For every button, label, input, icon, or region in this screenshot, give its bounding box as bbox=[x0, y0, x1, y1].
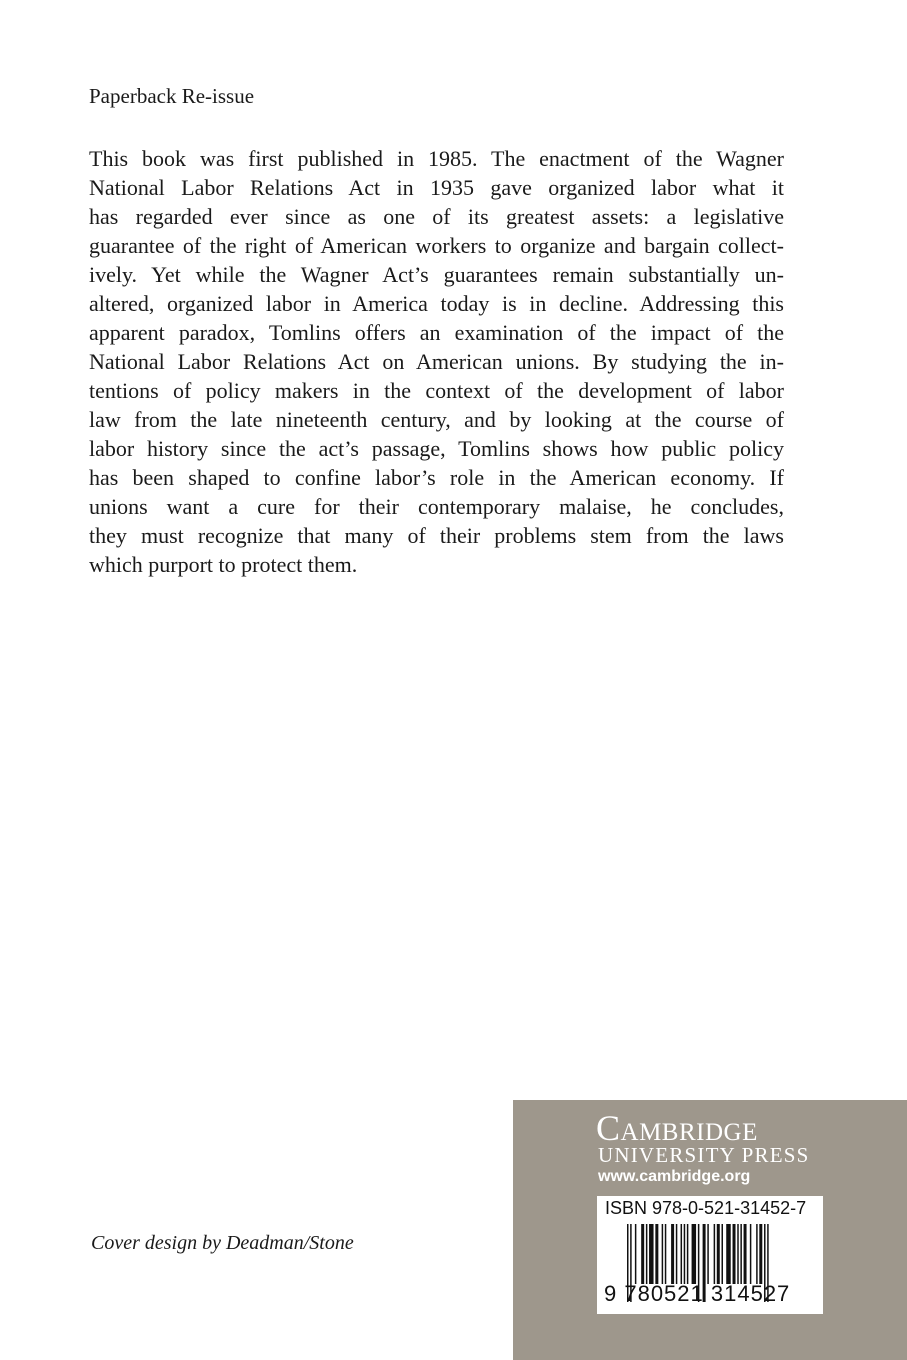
cover-credit: Cover design by Deadman/Stone bbox=[91, 1232, 354, 1254]
barcode-bar bbox=[744, 1224, 747, 1284]
barcode-bar bbox=[714, 1224, 716, 1284]
barcode-bar bbox=[681, 1224, 683, 1284]
isbn-label: ISBN 978-0-521-31452-7 bbox=[605, 1198, 807, 1218]
barcode-bar bbox=[635, 1224, 637, 1284]
series-label: Paperback Re-issue bbox=[89, 84, 255, 108]
barcode-bar bbox=[665, 1224, 667, 1284]
barcode-bar bbox=[641, 1224, 644, 1284]
blurb-line: tentions of policy makers in the context of the development of labor bbox=[89, 378, 784, 403]
blurb bbox=[89, 144, 784, 579]
barcode-bar bbox=[646, 1224, 648, 1284]
barcode-bar bbox=[737, 1224, 739, 1284]
barcode-bar bbox=[756, 1224, 758, 1284]
barcode-bar bbox=[671, 1224, 674, 1284]
barcode-bar bbox=[684, 1224, 686, 1284]
blurb-line: National Labor Relations Act on American unions. By studying the in- bbox=[89, 349, 784, 374]
barcode-bar bbox=[733, 1224, 736, 1284]
blurb-line: apparent paradox, Tomlins offers an examination of the impact of the bbox=[89, 320, 784, 345]
barcode-bar bbox=[676, 1224, 678, 1284]
blurb-line: law from the late nineteenth century, and by looking at the course of bbox=[89, 407, 784, 432]
barcode-bar bbox=[750, 1224, 752, 1284]
blurb-line: National Labor Relations Act in 1935 gave organized labor what it bbox=[89, 175, 784, 200]
blurb-line: which purport to protect them. bbox=[89, 552, 358, 577]
blurb-line: has been shaped to confine labor’s role in the American economy. If bbox=[89, 465, 784, 490]
barcode-bar bbox=[692, 1224, 697, 1284]
blurb-line: altered, organized labor in America today is in decline. Addressing this bbox=[89, 291, 784, 316]
blurb-line: ively. Yet while the Wagner Act’s guarantees remain substantially un- bbox=[89, 262, 784, 287]
publisher-logo-subtitle: UNIVERSITY PRESS bbox=[598, 1143, 810, 1167]
barcode-bar bbox=[687, 1224, 689, 1284]
barcode-bar bbox=[717, 1224, 720, 1284]
ean-digits: 9 780521 314527 bbox=[604, 1281, 791, 1306]
blurb-line: they must recognize that many of their problems stem from the laws bbox=[89, 523, 784, 548]
barcode-bar bbox=[655, 1224, 658, 1284]
publisher-box bbox=[513, 1100, 907, 1360]
blurb-line: labor history since the act’s passage, Tomlins shows how public policy bbox=[89, 436, 784, 461]
blurb-line: This book was first published in 1985. The enactment of the Wagner bbox=[89, 146, 784, 171]
blurb-line: guarantee of the right of American workers to organize and bargain collect- bbox=[89, 233, 784, 258]
barcode-bar bbox=[662, 1224, 664, 1284]
barcode-bar bbox=[726, 1224, 731, 1284]
barcode-bar bbox=[759, 1224, 762, 1284]
blurb-line: has regarded ever since as one of its greatest assets: a legislative bbox=[89, 204, 784, 229]
blurb-line: unions want a cure for their contemporary malaise, he concludes, bbox=[89, 494, 784, 519]
isbn-barcode-box bbox=[597, 1196, 823, 1314]
barcode-bar bbox=[740, 1224, 742, 1284]
barcode-bar bbox=[649, 1224, 654, 1284]
barcode-bar bbox=[707, 1224, 709, 1284]
publisher-url: www.cambridge.org bbox=[598, 1168, 751, 1185]
publisher-logo-name: Cambridge bbox=[596, 1108, 758, 1148]
barcode-bar bbox=[722, 1224, 724, 1284]
